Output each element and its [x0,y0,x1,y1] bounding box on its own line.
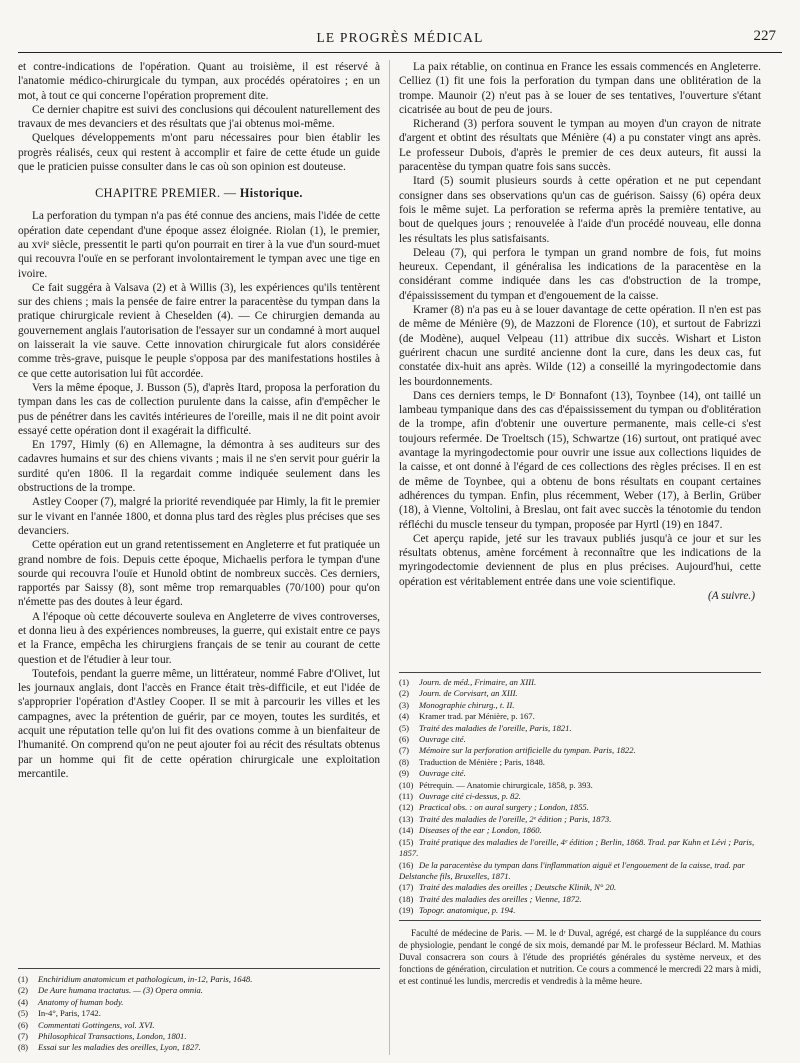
paragraph: La perforation du tympan n'a pas été connue des anciens, mais l'idée de cette opération date cependant d'une époque assez éloignée. Riolan (1), le premier, au xviᵉ siècle, pressentit le parti qu'on pourrait en tirer à la vue d'un sourd-muet qui recouvra l'ouïe en se perforant involontairement le tympan avec une tige en ivoire. [18,210,380,280]
footnote: (18) Traité des maladies des oreilles ; Vienne, 1872. [399,893,582,904]
page-number: 227 [753,28,776,44]
footnote: (2) Journ. de Corvisart, an XIII. [399,688,518,699]
footnote: (14) Diseases of the ear ; London, 1860. [399,825,542,836]
footnote: (5) In-4°, Paris, 1742. [18,1008,101,1019]
footnote: (10) Pétrequin. — Anatomie chirurgicale, 1858, p. 393. [399,779,593,790]
footnote: (17) Traité des maladies des oreilles ; Deutsche Klinik, N° 20. [399,882,617,893]
faculte-text: Faculté de médecine de Paris. — M. le dʳ Duval, agrégé, est chargé de la suppléance du cours de physiologie, pendant le congé de six mois, demandé par M. le professeur Béclard. M. Mathias Duval consacrera son cours à l'étude des propriétés générales du système nerveux, et des fonctions de génération, circulation et nutrition. Ce cours a commencé le mercredi 22 mars à midi, et est continué les lundis, mercredis et vendredis à la même heure. [399,928,761,987]
paragraph: Ce dernier chapitre est suivi des conclusions qui découlent naturellement des travaux de mes devanciers et des résultats que j'ai obtenus moi-même. [18,103,380,131]
paragraph: et contre-indications de l'opération. Quant au troisième, il est réservé à l'anatomie médico-chirurgicale du tympan, aux procédés opératoires ; en un mot, à tout ce qui concerne l'opération proprement dite. [18,61,380,102]
footnotes-left [18,968,380,1054]
footnote: (5) Traité des maladies de l'oreille, Paris, 1821. [399,722,572,733]
paragraph: Quelques développements m'ont paru nécessaires pour bien établir les progrès réalisés, ceux qui restent à accomplir et faire de cette étude un guide que le praticien puisse consulter dans le cas où son opinion est douteuse. [18,132,380,174]
footnote: (1) Journ. de méd., Frimaire, an XIII. [399,677,537,687]
footnote: (11) Ouvrage cité ci-dessus, p. 82. [399,791,521,802]
footnote: (9) Ouvrage cité. [399,768,466,779]
paragraph: A l'époque où cette découverte souleva en Angleterre de vives controverses, et donna lieu à des expériences nombreuses, la guerre, qui existait entre ce pays et la France, empêcha les chirurgiens français de se tenir au courant de cette question et de l'étudier à leur tour. [18,610,380,666]
footnotes-right [399,672,761,917]
paragraph: Dans ces derniers temps, le Dʳ Bonnafont (13), Toynbee (14), ont taillé un lambeau tympanique dans des cas d'épaississement du tympan ou d'oblitération de la trompe, afin d'obtenir une ouverture permanente, mais celle-ci s'est toujours refermée. De Troeltsch (15), Schwartze (16) surtout, ont pratiqué avec avantage la myringodectomie pour ouvrir une issue aux collections liquides de la caisse, et ont donné à l'égard de ces collections des règles précises. Il en est de même de Toynbee, qui a obtenu de bons résultats en coupant certaines adhérences du tympan. Enfin, plus récemment, Weber (17), à Berlin, Grüber (18), à Vienne, Voltolini, à Breslau, ont fait avec succès la ténotomie du tendon réfléchi du muscle tenseur du tympan, proposée par Hyrtl (19) en 1847. [399,389,761,531]
paragraph: En 1797, Himly (6) en Allemagne, la démontra à ses auditeurs sur des cadavres humains et sur des chiens vivants ; mais il ne s'en servit pour guérir la surdité qu'en 1806. Il la regardait comme indiquée seulement dans les obstructions de la trompe. [18,439,380,495]
footnote: (3) Monographie chirurg., t. II. [399,699,515,710]
paragraph: Itard (5) soumit plusieurs sourds à cette opération et ne put cependant consigner dans ses observations qu'un cas de guérison. Saissy (6) opéra deux fois le même sujet. La perforation se referma après la première tentative, au bout de quelques jours ; renouvelée à l'aide d'un procédé nouveau, elle donna les résultats les plus satisfaisants. [399,175,761,245]
paragraph: Ce fait suggéra à Valsava (2) et à Willis (3), les expériences qu'ils tentèrent sur des chiens ; mais la pensée de faire entrer la paracentèse du tympan dans la pratique chirurgicale revient à Cheselden (4). — Ce chirurgien demanda au gouvernement anglais l'autorisation de l'essayer sur un condamné à mort auquel on laisserait la vie sauve. Cette innovation chirurgicale fut alors considérée comme très-grave, puisque le peuple s'opposa par des manifestations hostiles à ce que cette autorisation lui fût accordée. [18,281,380,380]
column-divider [389,60,390,1055]
paragraph: La paix rétablie, on continua en France les essais commencés en Angleterre. Celliez (1) fit une fois la perforation du tympan dans une oblitération de la trompe. Maunoir (2) n'eut pas à se louer de ses tentatives, l'ouverture s'étant cicatrisée au bout de peu de jours. [399,61,761,116]
footnote: (2) De Aure humana tractatus. — (3) Opera omnia. [18,985,203,996]
chapter-heading [18,186,380,201]
footnote: (6) Ouvrage cité. [399,734,466,745]
paragraph: Deleau (7), qui perfora le tympan un grand nombre de fois, fut moins heureux. Cependant, il généralisa les indications de la paracentèse en la considérant comme indiquée dans les cas d'obstruction de la trompe, d'épaississement du tympan et d'engouement de la caisse. [399,246,761,302]
paragraph: Kramer (8) n'a pas eu à se louer davantage de cette opération. Il n'en est pas de même de Ménière (9), de Mazzoni de Florence (10), et surtout de Fabrizzi (de Modène), auquel Velpeau (11) attribue dix succès. Wishart et Liston guérirent chacun une surdité ancienne dont la cure, dans les deux cas, fut constatée dix-huit ans après. Wilde (12) a conseillé la myringodectomie dans les bourdonnements. [399,304,761,388]
footnote: (8) Traduction de Ménière ; Paris, 1848. [399,756,545,767]
paragraph: Cet aperçu rapide, jeté sur les travaux publiés jusqu'à ce jour et sur les résultats obtenus, amène forcément à reconnaître que les indications de la myringodectomie deviennent de plus en plus précises. Aujourd'hui, cette opération est véritablement entrée dans une voie scientifique. [399,532,761,588]
left-column [18,60,380,1055]
footnote: (4) Anatomy of human body. [18,996,124,1007]
footnote: (6) Commentati Gottingens, vol. XVI. [18,1019,155,1030]
journal-title: LE PROGRÈS MÉDICAL [316,30,484,45]
paragraph: Richerand (3) perfora souvent le tympan au moyen d'un crayon de nitrate d'argent et obtint des résultats que Ménière (4) a pu constater vingt ans après. Le professeur Dubois, d'après le premier de ces deux auteurs, fit aussi la paracentèse du tympan quatre fois sans succès. [399,118,761,174]
paragraph: Cette opération eut un grand retentissement en Angleterre et fut pratiquée un grand nombre de fois. Depuis cette époque, Michaelis perfora le tympan d'une sourde qui recouvra l'ouïe et Hunold obtint de nombreux succès. Ces derniers, rapportés par Saissy (8), sont même trop remarquables (70/100) pour qu'on n'émette pas des doutes à leur égard. [18,539,380,609]
footnote: (19) Topogr. anatomique, p. 194. [399,905,516,916]
page-header [18,24,782,50]
footnote: (8) Essai sur les maladies des oreilles, Lyon, 1827. [18,1042,201,1053]
footnote: (7) Mémoire sur la perforation artificielle du tympan. Paris, 1822. [399,745,636,756]
footnote: (13) Traité des maladies de l'oreille, 2ᵉ édition ; Paris, 1873. [399,813,612,824]
paragraph: Astley Cooper (7), malgré la priorité revendiquée par Himly, la fit le premier sur le vivant en l'année 1800, et donna plus tard des règles plus précises que ses devanciers. [18,496,380,537]
paragraph: Toutefois, pendant la guerre même, un littérateur, nommé Fabre d'Olivet, lut les journaux anglais, dont l'accès en France était très-difficile, et eut l'idée de s'approprier l'opération d'Astley Cooper. Il se mit à parcourir les villes et les campagnes, avec la prétention de guérir, par ce moyen, toutes les surdités, et acquit une réputation telle qu'on lui fit des ovations comme à un bienfaiteur de l'humanité. On comprend qu'on ne peut ajouter foi au récit des résultats obtenus par un homme qui fit de cette opération chirurgicale une exploitation mercantile. [18,667,380,780]
footnote: (12) Practical obs. : on aural surgery ; London, 1855. [399,802,589,813]
chapter-subtitle: Historique. [239,186,303,201]
footnote: (16) De la paracentèse du tympan dans l'inflammation aiguë et l'engouement de la caisse, trad. par Delstanche fils, Bruxelles, 1871. [399,859,745,881]
footnote: (15) Traité pratique des maladies de l'oreille, 4ᵉ édition ; Berlin, 1868. Trad. par Kuhn et Lévi ; Paris, 1857. [399,836,755,859]
paragraph: Vers la même époque, J. Busson (5), d'après Itard, proposa la perforation du tympan dans les cas de collection purulente dans la caisse, afin d'empêcher le pus de pénétrer dans les cavités intérieures de l'oreille, mais il ne dit point avoir essayé cette opération dont il exagérait la difficulté. [18,381,380,437]
footnote: (1) Enchiridium anatomicum et pathologicum, in-12, Paris, 1648. [18,974,253,984]
to-be-continued: (A suivre.) [707,589,755,602]
faculte-notice [399,920,761,987]
right-column [399,60,761,1055]
header-rule [18,52,782,53]
footnote: (7) Philosophical Transactions, London, 1801. [18,1031,187,1042]
chapter-title: CHAPITRE PREMIER. — [95,186,237,201]
footnote: (4) Kramer trad. par Ménière, p. 167. [399,711,535,722]
